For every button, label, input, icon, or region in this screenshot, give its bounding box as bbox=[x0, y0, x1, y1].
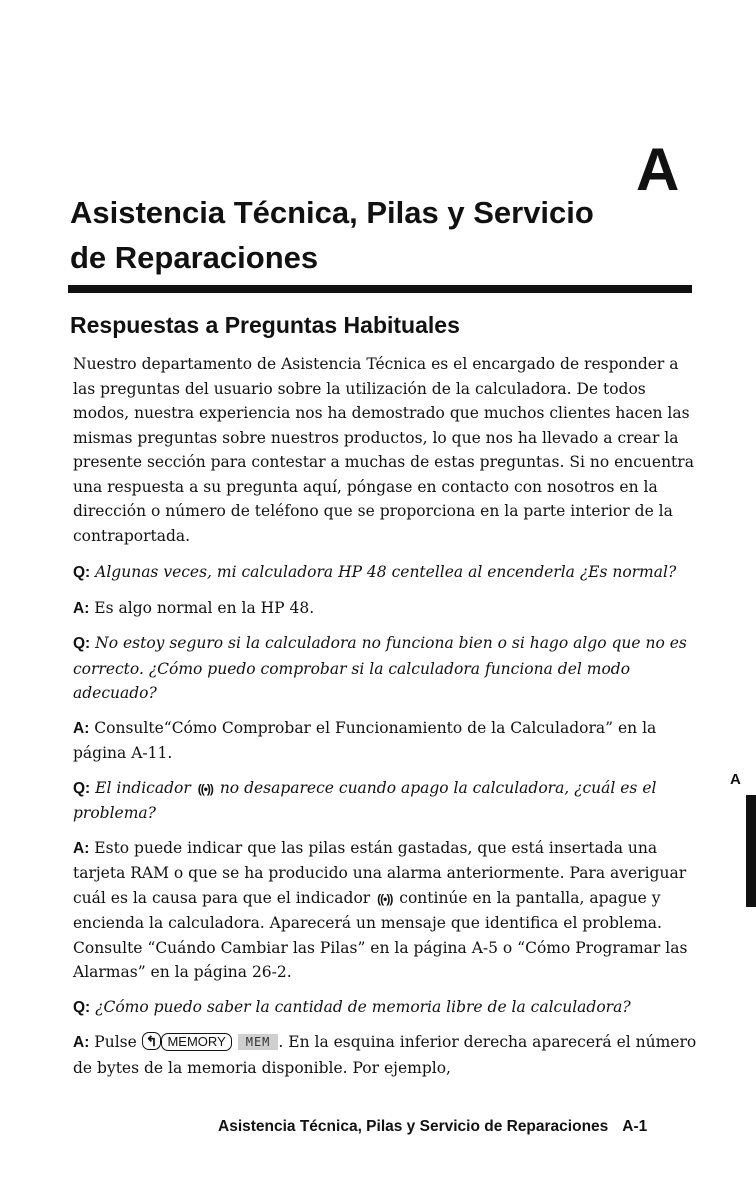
side-tab-letter: A bbox=[730, 771, 741, 788]
question-text-end: no desaparece cuando apago la calculadora, ¿cuál es el problema? bbox=[73, 778, 657, 822]
q-label: Q: bbox=[73, 564, 91, 581]
chapter-divider bbox=[68, 285, 692, 293]
a-label: A: bbox=[73, 719, 90, 737]
intro-paragraph: Nuestro departamento de Asistencia Técnica es el encargado de responder a las preguntas del usuario sobre la utilización de la calculadora. De todos modos, nuestra experiencia nos ha demostrado que muchos clientes hacen las mismas preguntas sobre nuestros productos, lo que nos ha llevado a crear la presente sección para contestar a muchas de estas preguntas. Si no encuentra una respuesta a su pregunta aquí, póngase en contacto con nosotros en la dirección o número de teléfono que se proporciona en la parte interior de la contraportada. bbox=[73, 355, 694, 545]
a-label: A: bbox=[73, 1034, 90, 1051]
question-text: ¿Cómo puedo saber la cantidad de memoria libre de la calculadora? bbox=[95, 997, 631, 1016]
chapter-title-line2: de Reparaciones bbox=[70, 240, 319, 275]
answer-text-end: continúe en la pantalla, apague y encienda la calculadora. Aparecerá un mensaje que identifica el problema. Consulte “Cuándo Cambiar las Pilas” en la página A-5 o “Cómo Programar las Alarmas” en la página 26-2. bbox=[73, 888, 688, 981]
answer-text-start: Pulse bbox=[94, 1033, 137, 1051]
question-1 bbox=[73, 560, 703, 586]
answer-1 bbox=[73, 596, 703, 622]
answer-2 bbox=[73, 716, 703, 766]
memory-key: MEMORY bbox=[161, 1033, 231, 1051]
question-text: Algunas veces, mi calculadora HP 48 centellea al encenderla ¿Es normal? bbox=[95, 563, 677, 581]
alarm-annunciator-icon: ((•)) bbox=[377, 891, 393, 906]
appendix-letter: A bbox=[636, 136, 680, 203]
answer-text: Consulte“Cómo Comprobar el Funcionamiento de la Calculadora” en la página A-11. bbox=[73, 718, 657, 762]
footer-title: Asistencia Técnica, Pilas y Servicio de Reparaciones bbox=[218, 1118, 609, 1135]
answer-3 bbox=[73, 836, 703, 985]
question-text: No estoy seguro si la calculadora no funciona bien o si hago algo que no es correcto. ¿Cómo puedo comprobar si la calculadora funciona del modo adecuado? bbox=[73, 634, 687, 702]
answer-text-end: . En la esquina inferior derecha aparecerá el número de bytes de la memoria disponible. Por ejemplo, bbox=[73, 1033, 697, 1077]
answer-text: Es algo normal en la HP 48. bbox=[94, 598, 315, 617]
chapter-title bbox=[70, 190, 710, 280]
q-label: Q: bbox=[73, 779, 91, 797]
question-text-start: El indicador bbox=[95, 778, 191, 797]
section-title: Respuestas a Preguntas Habituales bbox=[70, 312, 460, 338]
q-label: Q: bbox=[73, 998, 91, 1016]
question-3 bbox=[73, 776, 703, 826]
alarm-annunciator-icon: ((•)) bbox=[197, 781, 213, 796]
a-label: A: bbox=[73, 839, 90, 857]
page-body bbox=[73, 352, 703, 1090]
left-shift-key-icon: ↰ bbox=[142, 1032, 162, 1050]
mem-menu-label: MEM bbox=[238, 1034, 279, 1050]
answer-text-start: Esto puede indicar que las pilas están gastadas, que está insertada una tarjeta RAM o que se ha producido una alarma anteriormente. Para averiguar cuál es la causa para que el indicador bbox=[73, 838, 687, 907]
page-footer bbox=[218, 1118, 647, 1136]
side-tab-bar bbox=[746, 795, 756, 907]
question-2 bbox=[73, 631, 703, 706]
q-label: Q: bbox=[73, 635, 91, 652]
question-4 bbox=[73, 995, 703, 1021]
a-label: A: bbox=[73, 599, 90, 617]
answer-4 bbox=[73, 1030, 703, 1080]
page-number: A-1 bbox=[622, 1118, 648, 1135]
chapter-title-line1: Asistencia Técnica, Pilas y Servicio bbox=[70, 195, 594, 230]
